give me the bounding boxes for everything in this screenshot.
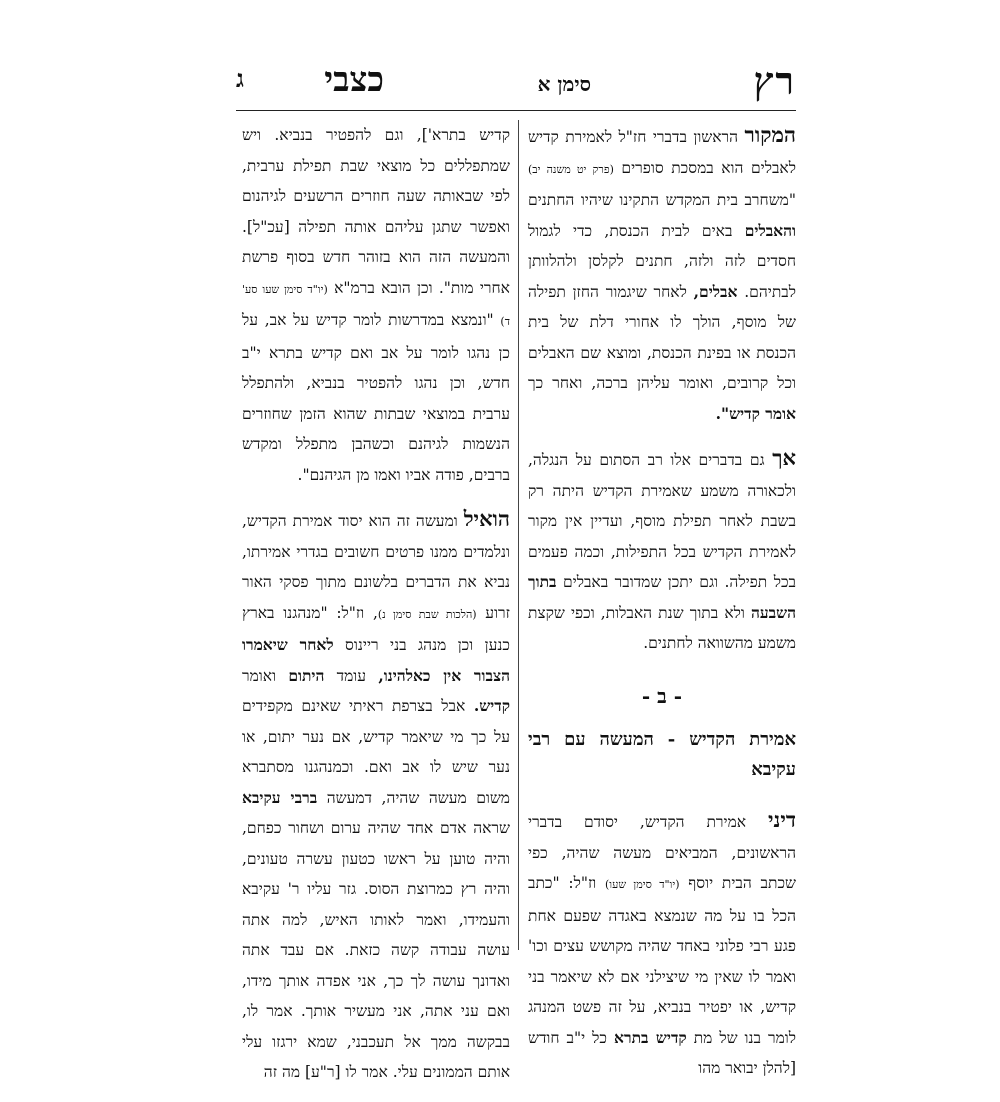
text-run: אבל בצרפת ראיתי שאינם מקפידים על כך מי שיאמר קדיש, אם נער יתום, או נער שיש לו אב ואם. וכמנהגנו מסתברא משום מעשה שהיה, דמעשה: [242, 697, 510, 807]
text-run: באים לבית הכנסת, כדי לגמול חסדים לזה ולזה, חתנים לקלסן ולהלוותן לבתיהם.: [528, 221, 796, 301]
right-column: [528, 120, 796, 1098]
citation: (פרק יט משנה יב): [528, 162, 614, 176]
lead-word: המקור: [744, 122, 796, 147]
text-run: אמירת הקדיש, יסודם בדברי הראשונים, המביאים מעשה שהיה, כפי שכתב הבית יוסף: [528, 813, 797, 892]
header-word: כצבי: [324, 60, 384, 100]
paragraph-laws: [528, 805, 796, 1084]
citation: (יו"ד סימן שעו): [605, 878, 680, 891]
text-run: ומעשה זה הוא יסוד אמירת הקדיש, ונלמדים ממנו פרטים חשובים בגדרי אמירתו, נביא את הדברים בלשונם מתוך פסקי האור זרוע: [242, 512, 510, 622]
text-run: לאחר שיגמור החזן תפילה של מוסף, הולך לו אחורי דלת של בית הכנסת או בפינת הכנסת, ומוצא שם האבלים וכל קרובים, ואומר עליהן ברכה, ואחר כך: [528, 282, 796, 392]
citation: (יו"ד סימן שעו סע' ד): [242, 282, 510, 328]
page-number: ג: [236, 64, 244, 93]
bold-run: אומר קדיש".: [715, 403, 796, 423]
lead-word: הואיל: [463, 506, 510, 531]
section-title: אמירת הקדיש - המעשה עם רבי עקיבא: [528, 729, 796, 780]
bold-run: קדיש בתרא: [614, 1027, 687, 1047]
bold-run: והאבלים: [744, 220, 796, 240]
text-run: גם בדברים אלו רב הסתום על הנגלה, ולכאורה משמע שאמירת הקדיש היתה רק בשבת לאחר תפילת מוסף, ועדיין אין מקור לאמירת הקדיש בכל התפילות, וכמה פעמים בכל תפילה. וגם יתכן שמדובר באבלים: [528, 451, 796, 591]
citation: (הלכות שבת סימן נ): [377, 607, 477, 621]
text-run: שראה אדם אחד שהיה ערום ושחור כפחם, והיה טוען על ראשו כטעון עשרה טעונים, והיה רץ כמרוצת הסוס. גזר עליו ר' עקיבא והעמידו, ואמר לאותו האיש, למה אתה עושה עבודה קשה כזאת. אם עבד אתה ואדונך עושה לך כך, אני אפדה אותך מידו, ואם עני אתה, אני מעשיר אותך. אמר לו, בבקשה ממך אל תעכבני, שמא ירגזו עלי אותם הממונים עלי. אמר לו [ר"ע] מה זה: [242, 819, 510, 1081]
text-run: עומד: [324, 666, 379, 685]
bold-run: היתום: [288, 665, 325, 685]
text-run: ואומר: [242, 666, 289, 685]
running-header: [236, 58, 796, 102]
text-run: , וז"ל: "מנהגנו בארץ כנען וכן מנהג בני ריינוס: [242, 603, 510, 654]
column-divider: [518, 120, 519, 950]
left-column: [242, 120, 510, 1102]
text-run: ולא בתוך שנת האבלות, וכפי שקצת משמע מהשוואה לחתנים.: [528, 603, 796, 652]
paragraph-continuation: [242, 120, 510, 490]
bold-run: אבלים,: [693, 281, 738, 301]
header-rule: [236, 110, 796, 111]
section-marker: - ב -: [641, 683, 683, 708]
bold-run: בתוך השבעה: [528, 572, 796, 622]
text-run: קדיש בתרא'], וגם להפטיר בנביא. ויש שמתפללים כל מוצאי שבת תפילת ערבית, לפי שבאותה שעה חוזרים הרשעים לגיהנום ואפשר שתגן עליהם אותה תפילה [עכ"ל]. והמעשה הזה הוא בזוהר חדש בסוף פרשת אחרי מות". וכן הובא ברמ"א: [242, 126, 510, 297]
paragraph-source: [528, 120, 796, 429]
bold-run: ברבי עקיבא: [242, 787, 318, 807]
text-run: "ונמצא במדרשות לומר קדיש על אב, על כן נהגו לומר על אב ואם קדיש בתרא י"ב חדש, וכן נהגו להפטיר בנביא, ולהתפלל ערבית במוצאי שבתות שהוא הזמן שחוזרים הנשמות לגיהנם וכשהבן מתפלל ומקדש ברבים, פודה אביו ואמו מן הגיהנם".: [242, 311, 510, 484]
text-run: "משחרב בית המקדש התקינו שיהיו החתנים: [528, 191, 796, 209]
bold-run: לאחר שיאמרו הצבור אין כאלהינו,: [242, 635, 511, 685]
text-run: וז"ל: "כתב הכל בו על מה שנמצא באגדה שפעם אחת פגע רבי פלוני באחד שהיה מקושש עצים וכו' ואמר לו שאין מי שיצילני אם לא שיאמר בני קדיש, או יפטיר בנביא, על זה פשט המנהג לומר בנו של מת: [528, 874, 796, 1047]
lead-word: דיני: [768, 807, 796, 832]
lead-word: אך: [772, 445, 796, 470]
text-run: כל י"ב חודש [להלן יבואר מהו: [528, 1028, 796, 1077]
paragraph-question: [528, 443, 796, 659]
text-run: הראשון בדברי חז"ל לאמירת קדיש לאבלים הוא במסכת סופרים: [528, 128, 796, 177]
header-siman: סימן א: [537, 72, 591, 96]
header-title: רץ: [753, 58, 796, 103]
bold-run: קדיש.: [473, 696, 510, 715]
